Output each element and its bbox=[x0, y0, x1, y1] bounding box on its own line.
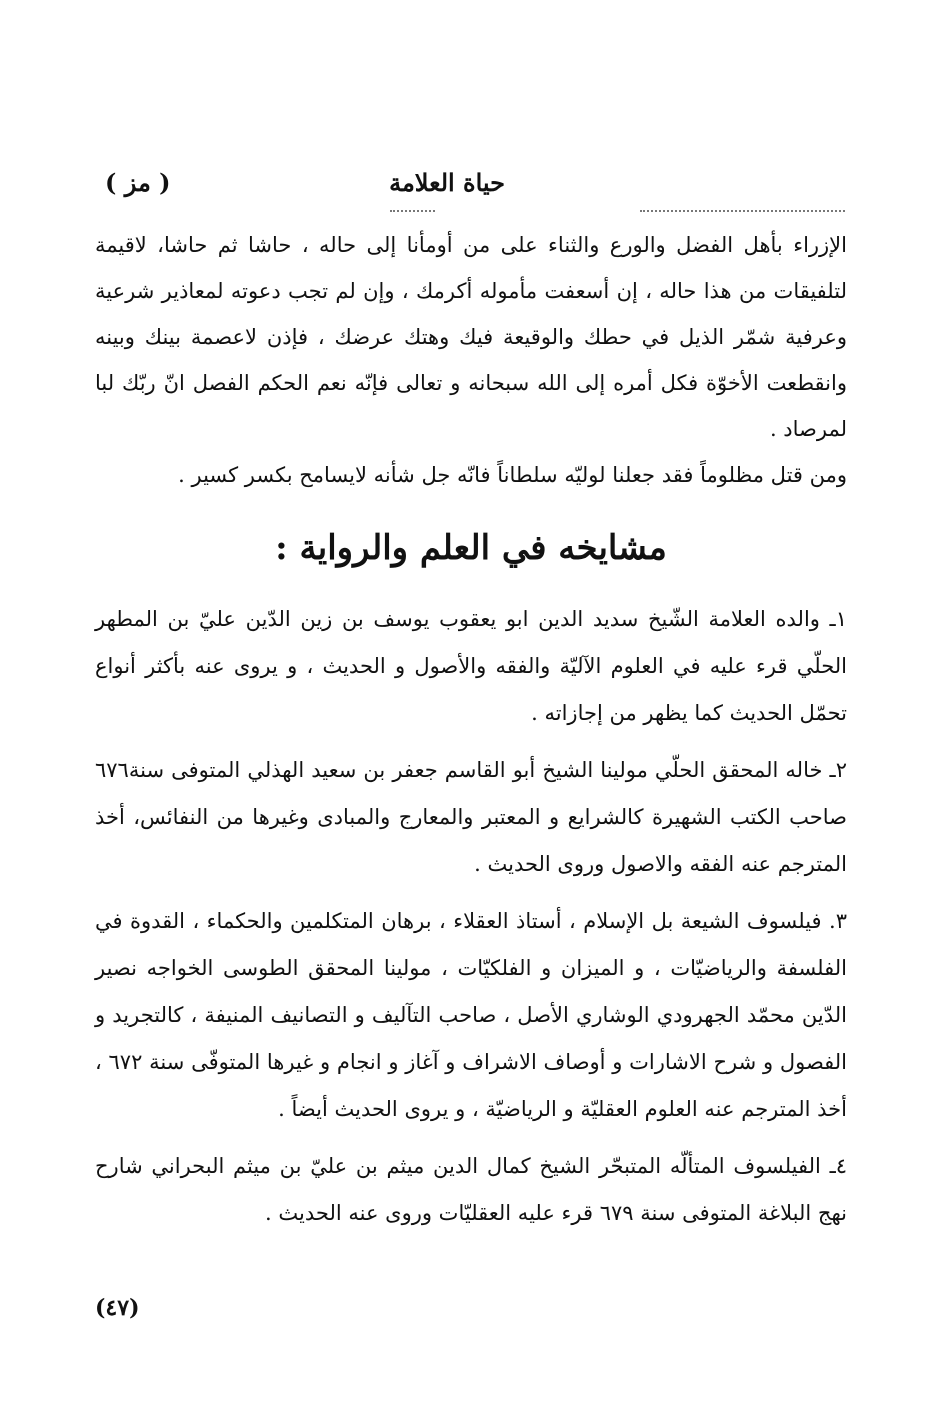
intro-paragraph: ومن قتل مظلوماً فقد جعلنا لوليّه سلطاناً فانّه جل شأنه لايسامح بكسر كسير . bbox=[178, 463, 847, 487]
running-header bbox=[95, 168, 845, 208]
intro-text-block bbox=[95, 222, 847, 498]
teacher-entry: ٢ـ خاله المحقق الحلّي مولينا الشيخ أبو القاسم جعفر بن سعيد الهذلي المتوفى سنة٦٧٦ صاحب الكتب الشهيرة كالشرايع و المعتبر والمعارج والمبادى وغيرها من النفائس، أخذ المترجم عنه الفقه والاصول وروى الحديث . bbox=[95, 758, 847, 876]
teachers-list bbox=[95, 596, 847, 1247]
footer-page-number: (٤٧) bbox=[95, 1295, 140, 1321]
header-rule-short bbox=[390, 210, 435, 212]
intro-paragraph: الإزراء بأهل الفضل والورع والثناء على من أومأنا إلى حاله ، حاشا ثم حاشا، لاقيمة لتلفيقات من هذا حاله ، إن أسعفت مأموله أكرمك ، وإن لم تجب دعوته لمعاذير شرعية وعرفية شمّر الذيل في حطك والوقيعة فيك وهتك عرضك ، فإذن لاعصمة بينك وبينه وانقطعت الأخوّة فكل أمره إلى الله سبحانه و تعالى فإنّه نعم الحكم الفصل انّ ربّك لبا لمرصاد . bbox=[95, 233, 847, 441]
teacher-entry: ٤ـ الفيلسوف المتألّه المتبحّر الشيخ كمال الدين ميثم بن عليّ بن ميثم البحراني شارح نهج البلاغة المتوفى سنة ٦٧٩ قرء عليه العقليّات وروى عنه الحديث . bbox=[95, 1154, 847, 1225]
header-page-label: ( مز ) bbox=[105, 168, 171, 197]
header-rule-long bbox=[640, 210, 845, 212]
teacher-entry: ٣. فيلسوف الشيعة بل الإسلام ، أستاذ العقلاء ، برهان المتكلمين والحكماء ، القدوة في الفلسفة والرياضيّات ، و الميزان و الفلكيّات ، مولينا المحقق الطوسى الخواجه نصير الدّين محمّد الجهرودي الوشاري الأصل ، صاحب التآليف و التصانيف المنيفة ، كالتجريد و الفصول و شرح الاشارات و أوصاف الاشراف و آغاز و انجام و غيرها المتوفّى سنة ٦٧٢ ، أخذ المترجم عنه العلوم العقليّة و الرياضيّة ، و يروى الحديث أيضاً . bbox=[95, 909, 848, 1121]
teacher-entry: ١ـ والده العلامة الشّيخ سديد الدين ابو يعقوب يوسف بن زين الدّين عليّ بن المطهر الحلّي قرء عليه في العلوم الآليّة والفقه والأصول و الحديث ، و يروى عنه بأكثر أنواع تحمّل الحديث كما يظهر من إجازاته . bbox=[95, 607, 847, 725]
section-heading: مشايخه في العلم والرواية : bbox=[275, 528, 667, 568]
header-title: حياة العلامة bbox=[389, 168, 505, 197]
